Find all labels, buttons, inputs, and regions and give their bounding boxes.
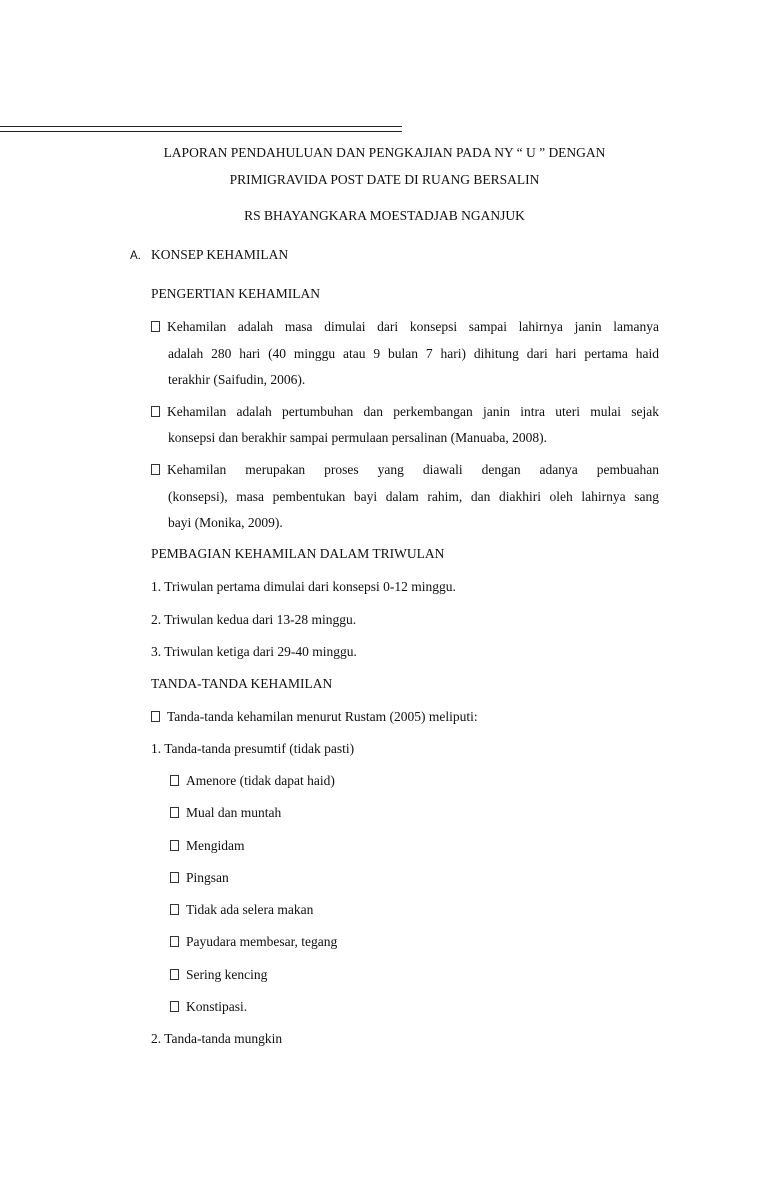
presumtif-item: Amenore (tidak dapat haid) — [170, 773, 335, 789]
pengertian-bullet-1-line-2: adalah 280 hari (40 minggu atau 9 bulan 7 hari) dihitung dari hari pertama haid — [168, 346, 659, 361]
pengertian-bullet-1-line-1: Kehamilan adalah masa dimulai dari konsepsi sampai lahirnya janin lamanya — [151, 319, 659, 335]
pembagian-item-1: 1. Triwulan pertama dimulai dari konsepsi 0-12 minggu. — [151, 579, 456, 594]
title-line-3: RS BHAYANGKARA MOESTADJAB NGANJUK — [244, 208, 525, 223]
bullet-box-icon — [151, 464, 160, 475]
mungkin-heading: 2. Tanda-tanda mungkin — [151, 1031, 283, 1046]
presumtif-item: Konstipasi. — [170, 999, 247, 1015]
presumtif-item: Mengidam — [170, 838, 245, 854]
presumtif-item: Sering kencing — [170, 967, 267, 983]
bullet-box-icon — [170, 904, 179, 915]
bullet-box-icon — [170, 936, 179, 947]
presumtif-item: Tidak ada selera makan — [170, 902, 313, 918]
bullet-box-icon — [170, 872, 179, 883]
pengertian-bullet-3-line-2: (konsepsi), masa pembentukan bayi dalam rahim, dan diakhiri oleh lahirnya sang — [168, 489, 659, 504]
pengertian-heading: PENGERTIAN KEHAMILAN — [151, 286, 321, 301]
pembagian-heading: PEMBAGIAN KEHAMILAN DALAM TRIWULAN — [151, 546, 445, 561]
header-rule-bottom — [0, 131, 402, 132]
tanda-intro: Tanda-tanda kehamilan menurut Rustam (2005) meliputi: — [151, 709, 478, 725]
pengertian-bullet-3-line-3: bayi (Monika, 2009). — [168, 515, 283, 530]
presumtif-item: Payudara membesar, tegang — [170, 934, 337, 950]
pengertian-bullet-2-line-1: Kehamilan adalah pertumbuhan dan perkembangan janin intra uteri mulai sejak — [151, 404, 659, 420]
pengertian-bullet-3-line-1: Kehamilan merupakan proses yang diawali dengan adanya pembuahan — [151, 462, 659, 478]
presumtif-item: Pingsan — [170, 870, 229, 886]
bullet-box-icon — [151, 321, 160, 332]
pengertian-bullet-2-line-2: konsepsi dan berakhir sampai permulaan persalinan (Manuaba, 2008). — [168, 430, 548, 445]
bullet-box-icon — [151, 406, 160, 417]
bullet-box-icon — [170, 775, 179, 786]
bullet-box-icon — [170, 807, 179, 818]
presumtif-item: Mual dan muntah — [170, 805, 281, 821]
presumtif-heading: 1. Tanda-tanda presumtif (tidak pasti) — [151, 741, 355, 756]
bullet-box-icon — [170, 1001, 179, 1012]
pembagian-item-3: 3. Triwulan ketiga dari 29-40 minggu. — [151, 644, 357, 659]
tanda-heading: TANDA-TANDA KEHAMILAN — [151, 676, 333, 691]
pembagian-item-2: 2. Triwulan kedua dari 13-28 minggu. — [151, 612, 357, 627]
bullet-box-icon — [151, 711, 160, 722]
bullet-box-icon — [170, 840, 179, 851]
header-rule-top — [0, 126, 402, 127]
title-line-2: PRIMIGRAVIDA POST DATE DI RUANG BERSALIN — [229, 172, 540, 187]
section-a-marker: A. — [130, 250, 141, 262]
section-a-heading: KONSEP KEHAMILAN — [151, 247, 289, 262]
pengertian-bullet-1-line-3: terakhir (Saifudin, 2006). — [168, 372, 306, 387]
bullet-box-icon — [170, 969, 179, 980]
title-line-1: LAPORAN PENDAHULUAN DAN PENGKAJIAN PADA NY “ U ” DENGAN — [163, 145, 606, 160]
